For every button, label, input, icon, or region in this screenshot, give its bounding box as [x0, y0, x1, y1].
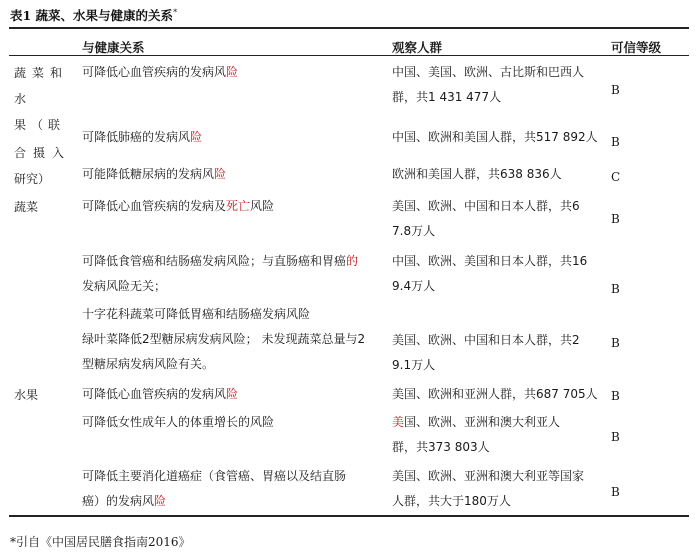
- table-row: 可降低主要消化道癌症（食管癌、胃癌以及结直肠 癌）的发病风险: [82, 469, 347, 508]
- category-veg-fruit-line2: 水: [14, 92, 27, 106]
- population-cell: 中国、欧洲和美国人群，共517 892人: [392, 130, 598, 144]
- grade-cell: B: [611, 135, 620, 149]
- table-row: 可降低食管癌和结肠癌发病风险；与直肠癌和胃癌的 发病风险无关；: [82, 254, 359, 293]
- grade-cell: B: [611, 212, 620, 226]
- grade-cell: B: [611, 389, 620, 403]
- table-caption: [10, 6, 177, 24]
- table-row: 可降低心血管疾病的发病风险: [82, 387, 239, 401]
- population-cell: 美国、欧洲、亚洲和澳大利亚等国家 人群，共大于180万人: [392, 469, 585, 508]
- population-cell: 美国、欧洲、中国和日本人群，共6 7.8万人: [392, 199, 580, 238]
- population-cell: 中国、美国、欧洲、古比斯和巴西人 群，共1 431 477人: [392, 65, 585, 104]
- header-grade: 可信等级: [611, 40, 662, 55]
- grade-cell: C: [611, 170, 621, 184]
- table-header-rule: [9, 55, 689, 56]
- category-veg-fruit-line1: 蔬菜和: [14, 66, 69, 80]
- source-note: *引自《中国居民膳食指南2016》: [10, 535, 191, 549]
- grade-cell: B: [611, 485, 620, 499]
- category-veg-fruit-line3: 果（联: [14, 118, 66, 132]
- grade-cell: B: [611, 336, 620, 350]
- table-bottom-rule: [9, 515, 689, 517]
- category-veg-fruit-line4: 合摄入: [14, 146, 72, 160]
- table-row: 可降低心血管疾病的发病风险: [82, 65, 239, 79]
- caption-title: 表1 蔬菜、水果与健康的关系: [10, 8, 174, 23]
- population-cell: 美国、欧洲、中国和日本人群，共2 9.1万人: [392, 333, 580, 372]
- category-fruit: 水果: [14, 388, 39, 402]
- grade-cell: B: [611, 430, 620, 444]
- table-top-rule: [9, 27, 689, 29]
- header-population: 观察人群: [392, 40, 443, 55]
- table-row: 可降低心血管疾病的发病及死亡风险: [82, 199, 275, 213]
- table-row: 可降低女性成年人的体重增长的风险: [82, 415, 275, 429]
- table-row: 十字花科蔬菜可降低胃癌和结肠癌发病风险 绿叶菜降低2型糖尿病发病风险； 未发现蔬菜总量与2 型糖尿病发病风险有关。: [82, 307, 366, 371]
- table-row: 可降低肺癌的发病风险: [82, 130, 203, 144]
- population-cell: 中国、欧洲、美国和日本人群，共16 9.4万人: [392, 254, 588, 293]
- header-relation: 与健康关系: [82, 40, 145, 55]
- table-row: 可能降低糖尿病的发病风险: [82, 167, 227, 181]
- category-veg-fruit-line5: 研究）: [14, 172, 51, 186]
- caption-mark: *: [173, 7, 178, 17]
- grade-cell: B: [611, 83, 620, 97]
- grade-cell: B: [611, 282, 620, 296]
- category-veg: 蔬菜: [14, 200, 39, 214]
- population-cell: 欧洲和美国人群，共638 836人: [392, 167, 562, 181]
- population-cell: 美国、欧洲、亚洲和澳大利亚人 群，共373 803人: [392, 415, 561, 454]
- population-cell: 美国、欧洲和亚洲人群，共687 705人: [392, 387, 598, 401]
